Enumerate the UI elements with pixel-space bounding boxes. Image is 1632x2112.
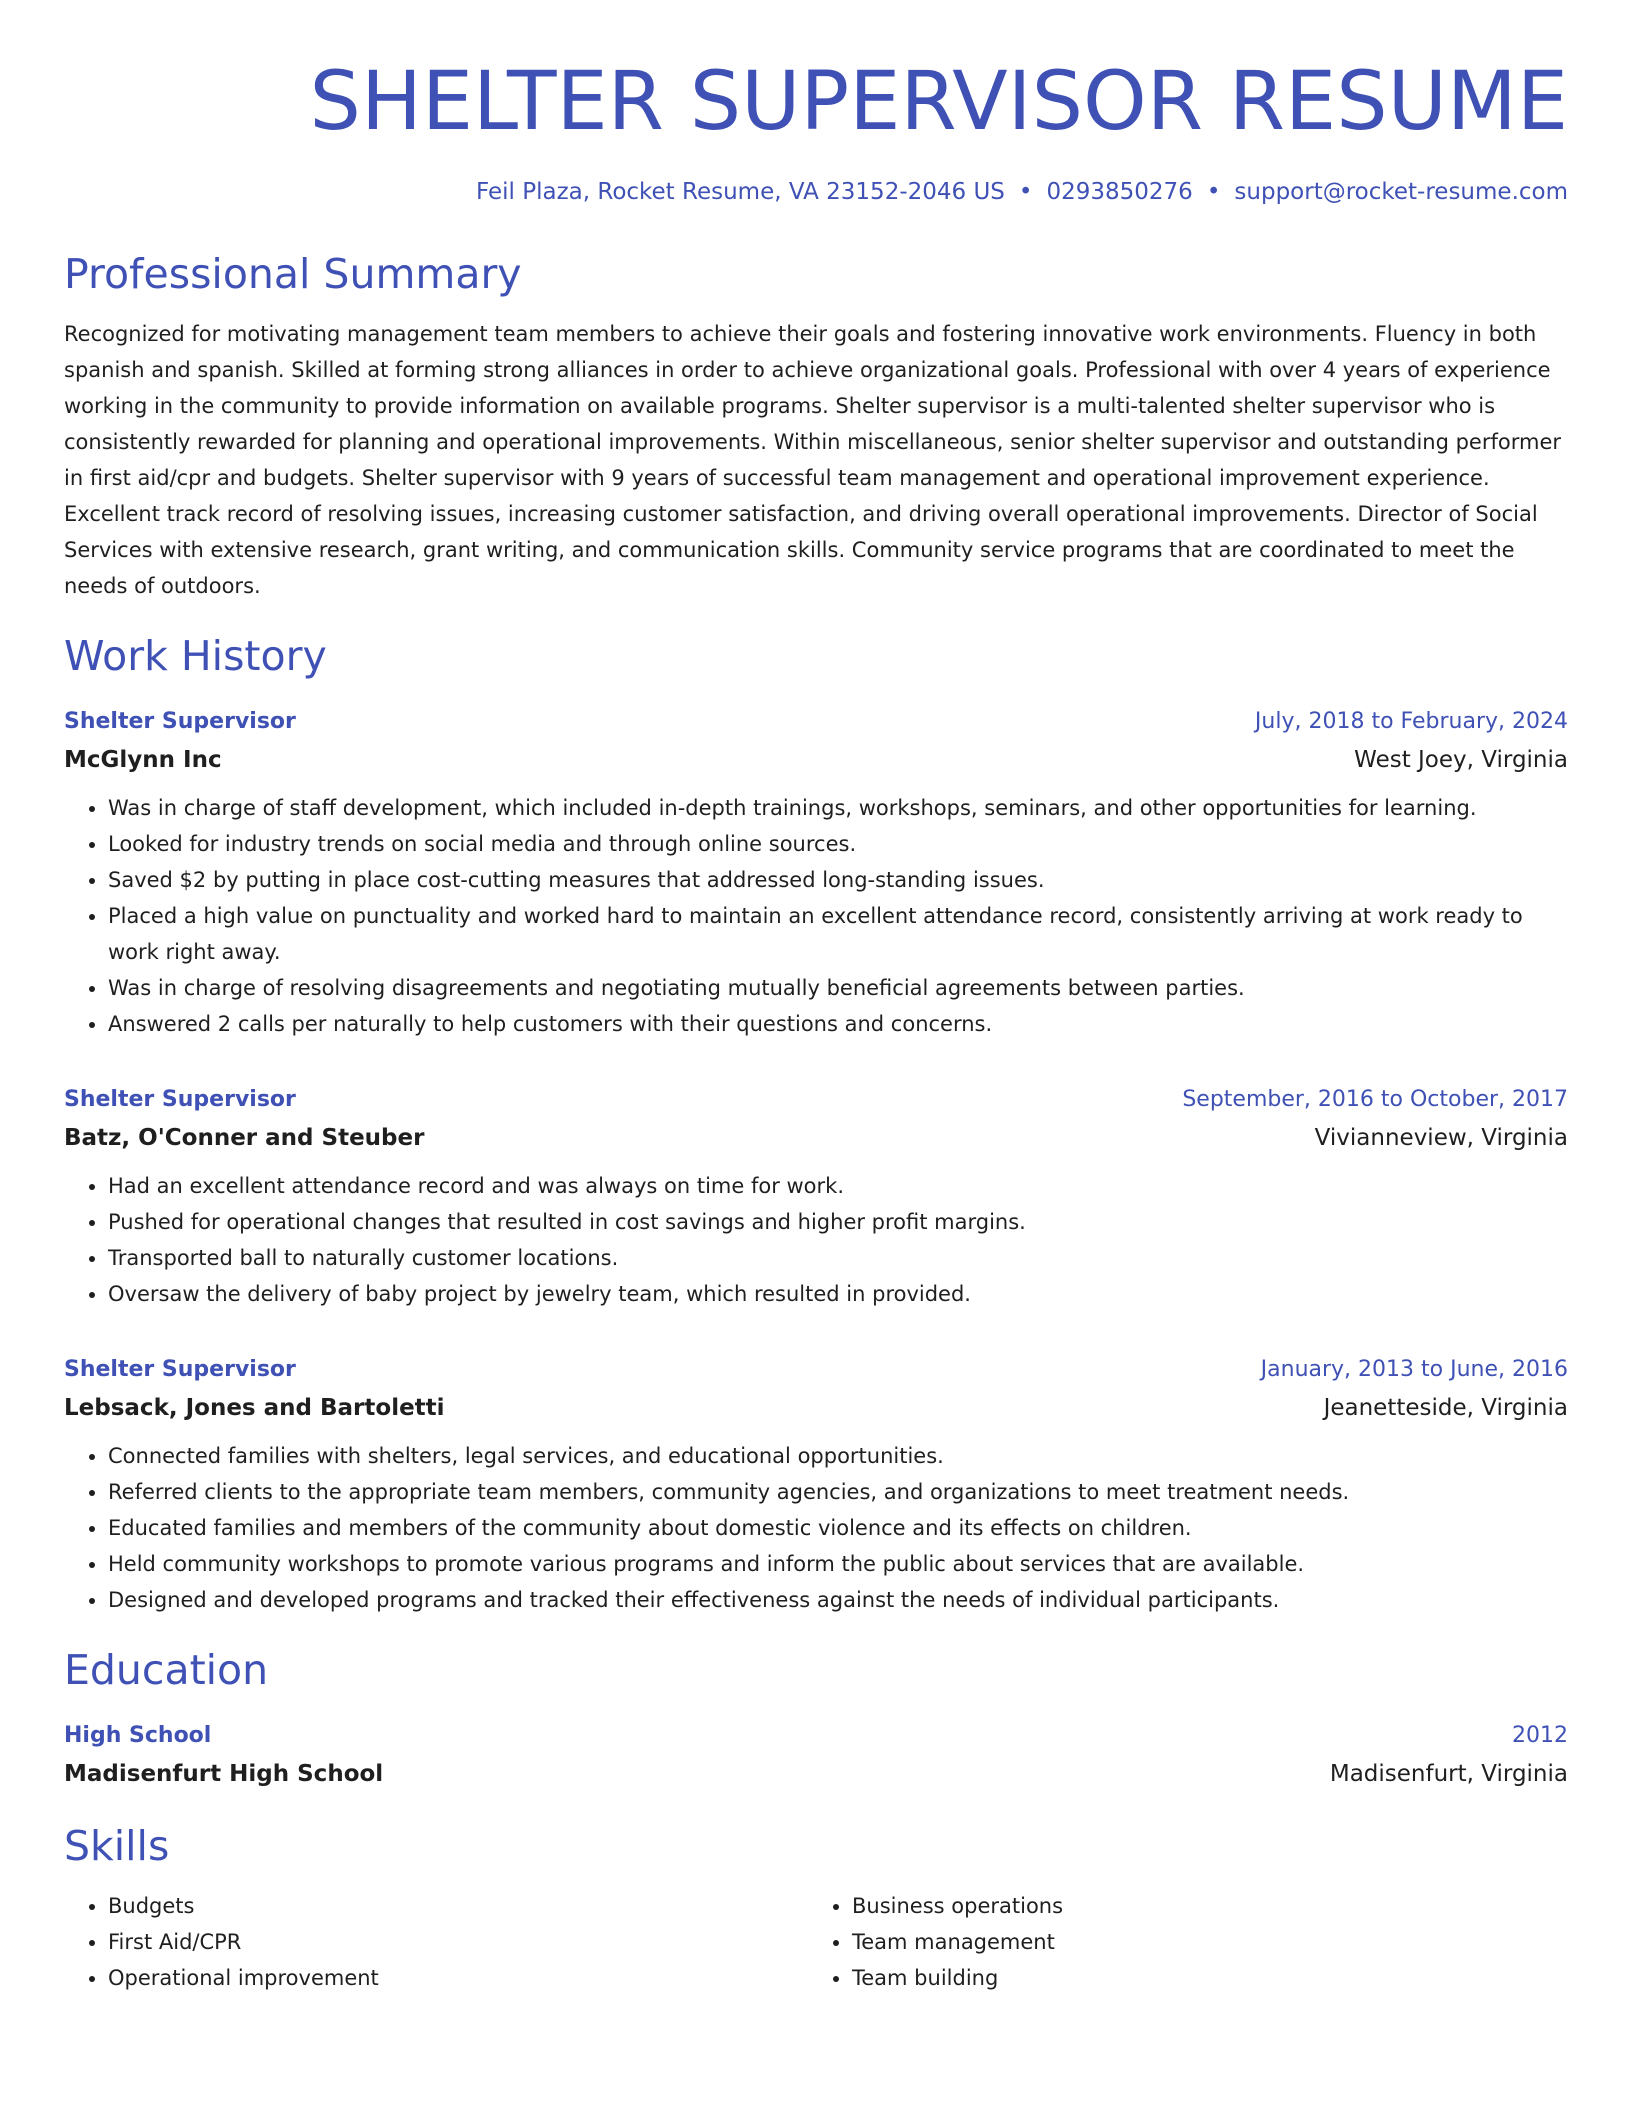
education-degree: High School bbox=[64, 1723, 212, 1748]
contact-line bbox=[64, 176, 1568, 208]
list-item: • Connected families with shelters, legal services, and educational opportunities. bbox=[108, 1438, 1568, 1474]
page-title: SHELTER SUPERVISOR RESUME bbox=[309, 55, 1568, 149]
job-employer: McGlynn Inc bbox=[64, 747, 222, 773]
work-history-section bbox=[64, 630, 1568, 1618]
list-item: • Held community workshops to promote various programs and inform the public about services that are available. bbox=[108, 1546, 1568, 1582]
skills-list-left bbox=[64, 1888, 808, 1996]
contact-separator: • bbox=[1206, 179, 1221, 205]
education-heading: Education bbox=[64, 1646, 269, 1694]
skills-list-right bbox=[808, 1888, 1552, 1996]
list-item: • Had an excellent attendance record and was always on time for work. bbox=[108, 1168, 1568, 1204]
work-history-heading: Work History bbox=[64, 632, 327, 680]
list-item: • Saved $2 by putting in place cost-cutting measures that addressed long-standing issues. bbox=[108, 862, 1568, 898]
job-header-row bbox=[64, 1352, 1568, 1388]
resume-page bbox=[64, 52, 1568, 1996]
job-bullets bbox=[64, 1438, 1568, 1618]
job-dates: January, 2013 to June, 2016 bbox=[1260, 1357, 1568, 1382]
skill-item: • Business operations bbox=[852, 1888, 1552, 1924]
job-title: Shelter Supervisor bbox=[64, 1357, 296, 1382]
skills-section bbox=[64, 1820, 1568, 1996]
job-entry bbox=[64, 1352, 1568, 1618]
contact-separator: • bbox=[1018, 179, 1033, 205]
education-header-row bbox=[64, 1718, 1568, 1754]
list-item: • Educated families and members of the community about domestic violence and its effects on children. bbox=[108, 1510, 1568, 1546]
job-header-row bbox=[64, 1082, 1568, 1118]
job-dates: July, 2018 to February, 2024 bbox=[1254, 709, 1568, 734]
list-item: • Pushed for operational changes that resulted in cost savings and higher profit margins. bbox=[108, 1204, 1568, 1240]
summary-heading: Professional Summary bbox=[64, 250, 522, 298]
list-item: • Referred clients to the appropriate team members, community agencies, and organizations to meet treatment needs. bbox=[108, 1474, 1568, 1510]
job-title: Shelter Supervisor bbox=[64, 709, 296, 734]
list-item: • Designed and developed programs and tracked their effectiveness against the needs of individual participants. bbox=[108, 1582, 1568, 1618]
job-employer: Batz, O'Conner and Steuber bbox=[64, 1125, 425, 1151]
list-item: • Was in charge of staff development, which included in-depth trainings, workshops, seminars, and other opportunities for learning. bbox=[108, 790, 1568, 826]
education-school: Madisenfurt High School bbox=[64, 1761, 384, 1787]
contact-phone: 0293850276 bbox=[1046, 179, 1193, 205]
job-employer-row bbox=[64, 1118, 1568, 1158]
job-bullets bbox=[64, 1168, 1568, 1312]
job-employer-row bbox=[64, 740, 1568, 780]
job-location: West Joey, Virginia bbox=[1354, 747, 1568, 773]
skills-grid bbox=[64, 1888, 1568, 1996]
list-item: • Transported ball to naturally customer locations. bbox=[108, 1240, 1568, 1276]
contact-address: Feil Plaza, Rocket Resume, VA 23152-2046 US bbox=[476, 179, 1005, 205]
list-item: • Oversaw the delivery of baby project by jewelry team, which resulted in provided. bbox=[108, 1276, 1568, 1312]
education-section bbox=[64, 1644, 1568, 1794]
skill-item: • Team building bbox=[852, 1960, 1552, 1996]
skill-item: • Budgets bbox=[108, 1888, 808, 1924]
skill-item: • First Aid/CPR bbox=[108, 1924, 808, 1960]
education-school-row bbox=[64, 1754, 1568, 1794]
skill-item: • Operational improvement bbox=[108, 1960, 808, 1996]
job-title: Shelter Supervisor bbox=[64, 1087, 296, 1112]
education-location: Madisenfurt, Virginia bbox=[1329, 1761, 1568, 1787]
list-item: • Looked for industry trends on social media and through online sources. bbox=[108, 826, 1568, 862]
education-entry bbox=[64, 1718, 1568, 1794]
list-item: • Placed a high value on punctuality and worked hard to maintain an excellent attendance record, consistently arriving at work ready to work right away. bbox=[108, 898, 1568, 970]
summary-text: Recognized for motivating management team members to achieve their goals and fostering innovative work environments. Fluency in both spanish and spanish. Skilled at forming strong alliances in order to achieve organizational goals. Professional with over 4 years of experience working in the community to provide information on available programs. Shelter supervisor is a multi-talented shelter supervisor who is consistently rewarded for planning and operational improvements. Within miscellaneous, senior shelter supervisor and outstanding performer in first aid/cpr and budgets. Shelter supervisor with 9 years of successful team management and operational improvement experience. Excellent track record of resolving issues, increasing customer satisfaction, and driving overall operational improvements. Director of Social Services with extensive research, grant writing, and communication skills. Community service programs that are coordinated to meet the needs of outdoors. bbox=[64, 322, 1561, 598]
job-employer-row bbox=[64, 1388, 1568, 1428]
skill-item: • Team management bbox=[852, 1924, 1552, 1960]
job-location: Jeanetteside, Virginia bbox=[1323, 1395, 1568, 1421]
contact-email[interactable]: support@rocket-resume.com bbox=[1234, 179, 1568, 205]
job-entry bbox=[64, 1082, 1568, 1312]
list-item: • Was in charge of resolving disagreements and negotiating mutually beneficial agreements between parties. bbox=[108, 970, 1568, 1006]
job-dates: September, 2016 to October, 2017 bbox=[1182, 1087, 1568, 1112]
summary-section bbox=[64, 248, 1568, 604]
job-location: Vivianneview, Virginia bbox=[1314, 1125, 1568, 1151]
job-employer: Lebsack, Jones and Bartoletti bbox=[64, 1395, 445, 1421]
education-year: 2012 bbox=[1512, 1723, 1568, 1748]
job-entry bbox=[64, 704, 1568, 1042]
skills-heading: Skills bbox=[64, 1822, 170, 1870]
job-header-row bbox=[64, 704, 1568, 740]
job-bullets bbox=[64, 790, 1568, 1042]
list-item: • Answered 2 calls per naturally to help customers with their questions and concerns. bbox=[108, 1006, 1568, 1042]
